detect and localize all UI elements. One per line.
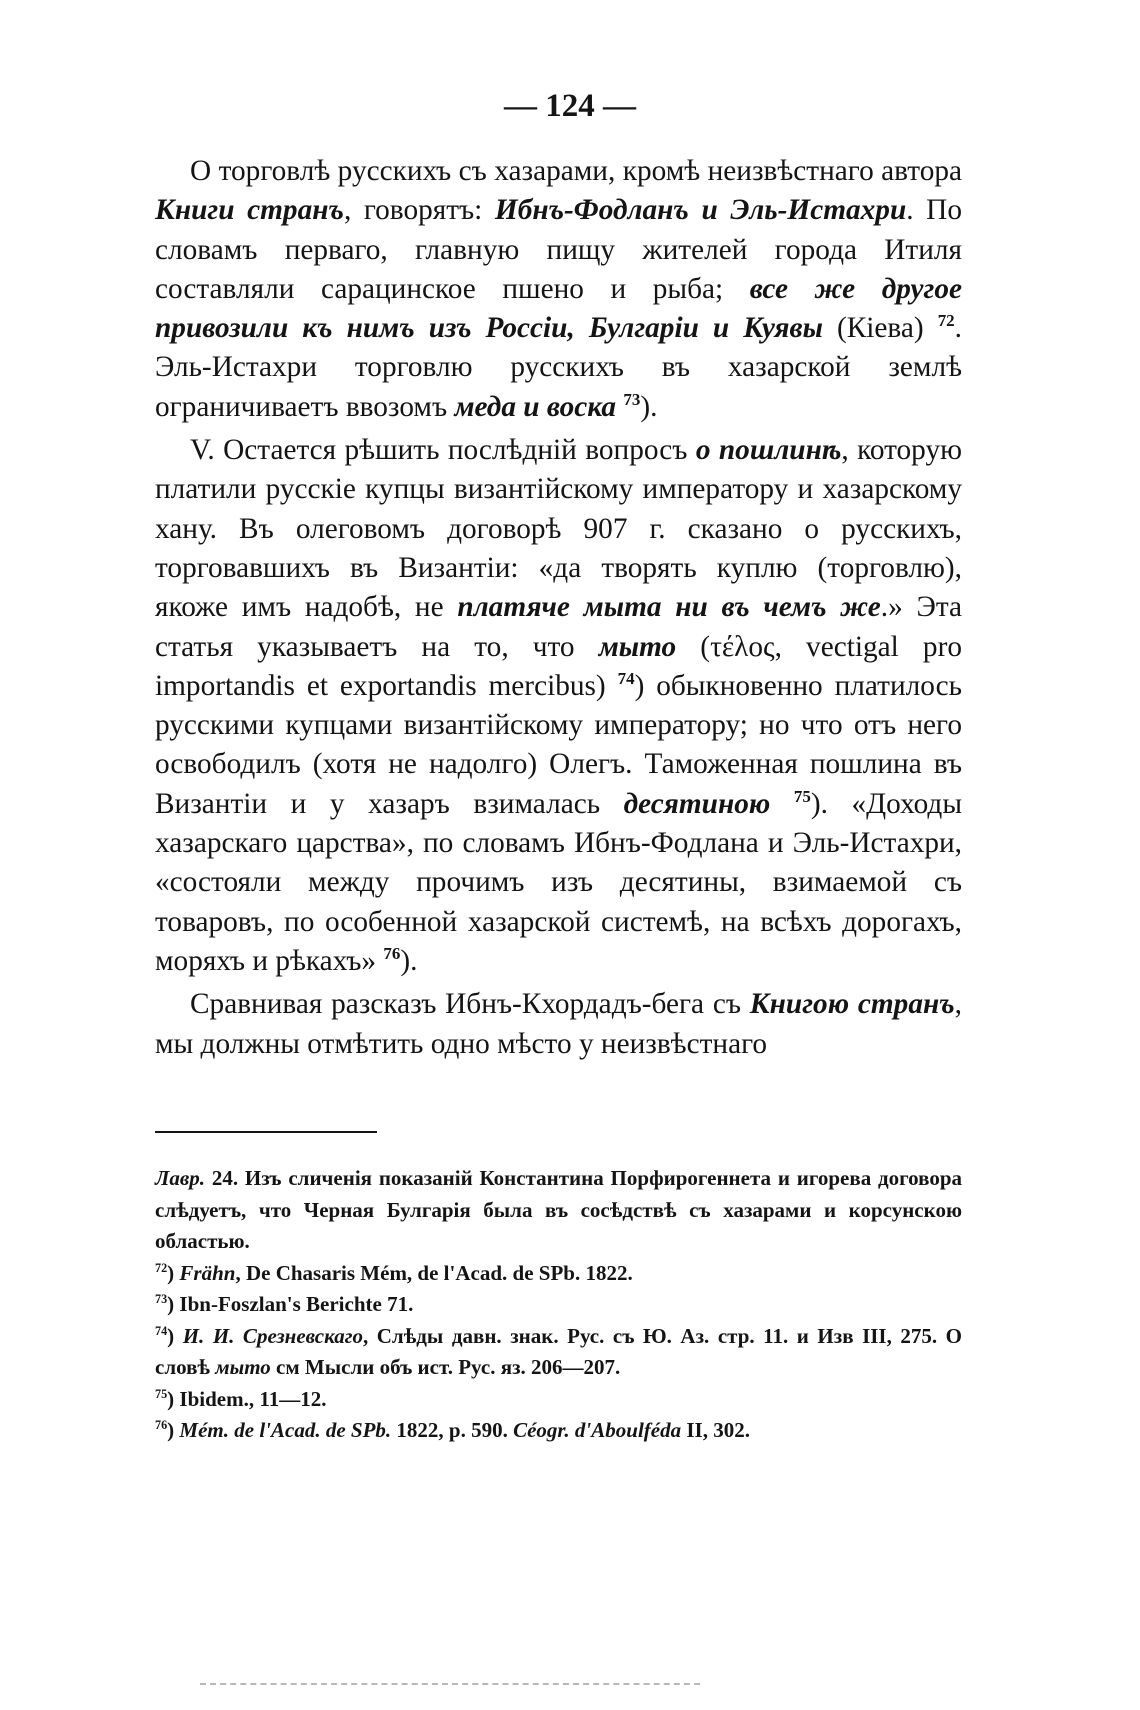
paragraph-1 [155, 152, 962, 427]
text-run: (τέλος, vectigal pro importandis et exportandis mercibus) [155, 630, 962, 702]
text-run: V. Остается рѣшить послѣдній вопросъ [190, 434, 696, 467]
footnote-paren: ) [167, 1386, 180, 1411]
footnotes [155, 1163, 962, 1447]
footnote-73 [155, 1289, 962, 1321]
page-number: — 124 — [504, 88, 636, 124]
emphasis-text: мыто [215, 1355, 271, 1379]
text-run: ) обыкновенно платилось русскими купцами византійскому императору; но что отъ него освободилъ (хотя не надолго) Олегъ. Таможенная пошлина въ Византіи и у хазаръ взималась [155, 669, 962, 820]
footnote-number: 73 [155, 1292, 168, 1306]
footnote-ref: 76 [383, 944, 401, 964]
footnote-ref: 74 [617, 669, 635, 689]
footnote-ref: 75 [793, 786, 811, 806]
emphasis-text: Céogr. d'Aboulféda [513, 1418, 682, 1442]
emphasis-text: И. И. Срезневскаго [182, 1323, 363, 1348]
emphasis-text: Книгою странъ [749, 988, 955, 1021]
text-run: Ibidem., 11—12. [179, 1386, 327, 1411]
emphasis-text: все же другое привозили къ нимъ изъ Россіи, Булгаріи и Куявы [155, 272, 962, 345]
text-run: ). [400, 944, 418, 977]
footnote-number: 76 [155, 1418, 168, 1432]
emphasis-text: о пошлинѣ [695, 434, 842, 467]
footnote-list [155, 1258, 962, 1447]
text-run: ). [640, 390, 658, 423]
text-run: 24. Изъ сличенія показаній Константина Порфирогеннета и игорева договора слѣдуетъ, что Черная Булгарія была въ сосѣдствѣ съ хазарами и корсунскою областью. [155, 1166, 962, 1253]
emphasis-text: меда и воска [454, 390, 617, 423]
text-run: О торговлѣ русскихъ съ хазарами, кромѣ неизвѣстнаго автора [190, 155, 962, 187]
footnote-paren: ) [167, 1260, 180, 1285]
text-run: (Кіева) [822, 312, 938, 345]
emphasis-text: Ибнъ-Фодланъ и Эль-Истахри [494, 194, 907, 227]
text-run: , говорятъ: [343, 194, 495, 227]
footnote-76 [155, 1415, 962, 1447]
footnote-rule [155, 1131, 377, 1133]
footnote-ref: 73 [623, 390, 641, 410]
bottom-scan-marks [200, 1683, 700, 1689]
text-run: II, 302. [681, 1418, 750, 1442]
footnote-paren: ) [167, 1292, 180, 1316]
footnote-ref: 72 [937, 311, 955, 331]
footnote-72 [155, 1258, 962, 1290]
emphasis-text: Mém. de l'Acad. de SPb. [179, 1418, 392, 1442]
emphasis-text: Книги странъ [155, 194, 344, 227]
footnote-74 [155, 1321, 962, 1384]
text-run: , De Chasaris Mém, de l'Acad. de SPb. 1822. [235, 1260, 633, 1285]
footnote-number: 75 [155, 1386, 168, 1401]
text-run: . Эль-Истахри торговлю русскихъ въ хазарской землѣ ограничиваетъ ввозомъ [155, 312, 962, 423]
text-run: 1822, p. 590. [391, 1418, 514, 1442]
text-run: ). «Доходы хазарскаго царства», по словамъ Ибнъ-Фодлана и Эль-Истахри, «состояли между прочимъ изъ десятины, взимаемой съ товаровъ, по особенной хазарской системѣ, на всѣхъ дорогахъ, моряхъ и рѣкахъ» [155, 787, 962, 977]
paragraph-3 [155, 985, 962, 1064]
emphasis-text: мыто [598, 630, 677, 663]
text-run: , которую платили русскіе купцы византійскому императору и хазарскому хану. Въ олеговомъ договорѣ 907 г. сказано о русскихъ, торговавшихъ въ Византіи: «да творять куплю (торговлю), якоже имъ надобѣ, не [155, 434, 962, 624]
text-run: Ibn-Foszlan's Berichte 71. [179, 1292, 414, 1316]
text-run [770, 788, 794, 820]
emphasis-text: десятиною [623, 787, 771, 820]
footnote-paren: ) [167, 1323, 183, 1348]
paragraph-2 [155, 431, 962, 981]
footnote-continuation [155, 1163, 962, 1258]
footnote-number: 72 [155, 1260, 168, 1275]
text-run: , Слѣды давн. знак. Рус. съ Ю. Аз. стр. 11. и Изв III, 275. О словѣ [155, 1323, 962, 1379]
text-run: Сравнивая разсказъ Ибнъ-Кхордадъ-бега съ [190, 988, 750, 1021]
footnote-paren: ) [167, 1418, 180, 1442]
emphasis-text: Лавр. [155, 1166, 206, 1190]
emphasis-text: платяче мыта ни въ чемъ же [457, 591, 881, 624]
main-text [155, 152, 962, 1064]
text-run: .» Эта статья указываетъ на то, что [155, 591, 963, 663]
footnote-75 [155, 1384, 962, 1416]
text-run: . По словамъ перваго, главную пищу жителей города Итиля составляли сарацинское пшено и рыба; [155, 194, 962, 305]
text-run: , мы должны отмѣтить одно мѣсто у неизвѣстнаго [155, 988, 962, 1060]
emphasis-text: Frähn [179, 1260, 236, 1285]
text-run: см Мысли объ ист. Рус. яз. 206—207. [270, 1355, 621, 1379]
footnote-number: 74 [155, 1323, 168, 1338]
